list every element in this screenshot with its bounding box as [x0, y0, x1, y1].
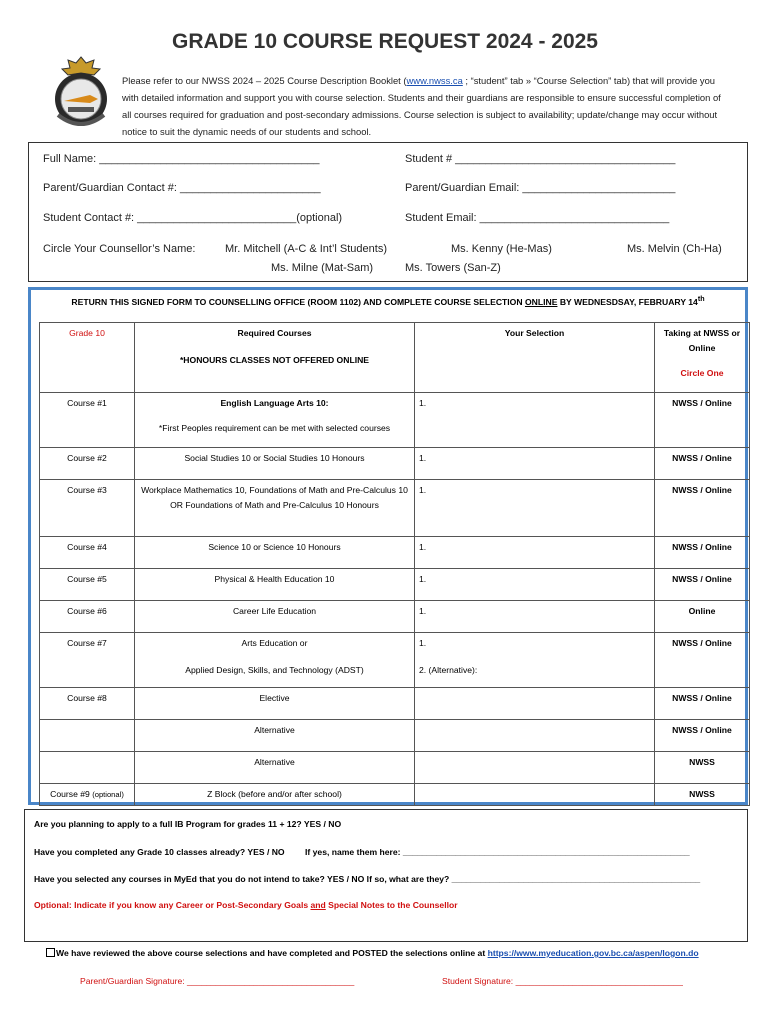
- taking-option[interactable]: NWSS / Online: [655, 448, 750, 480]
- completed-question[interactable]: Have you completed any Grade 10 classes already? YES / NO: [34, 847, 285, 857]
- student-signature-field[interactable]: Student Signature: ___________________________________: [442, 976, 683, 986]
- completed-names-field[interactable]: If yes, name them here: ____________________________________________________________: [305, 847, 690, 857]
- student-info-box: [28, 142, 748, 282]
- intro-paragraph: Please refer to our NWSS 2024 – 2025 Course Description Booklet (www.nwss.ca ; “student” tab » “Course Selection” tab) that will provide you with detailed information and support you with course selection. Students and their guardians are responsible to ensure successful completion of all courses required for graduation and post-secondary admissions. Course selection is subject to availability; update/change may occur without notice to suit the dynamic needs of our students and school.: [122, 75, 721, 137]
- selection-cell[interactable]: 1.: [415, 601, 655, 633]
- table-row: Course #5 Physical & Health Education 10 1. NWSS / Online: [40, 569, 750, 601]
- counsellor-option[interactable]: Ms. Milne (Mat-Sam): [271, 262, 374, 274]
- taking-header: Taking at NWSS or Online Circle One: [655, 323, 750, 393]
- student-email-field[interactable]: Student Email: _______________________________: [405, 212, 670, 224]
- taking-option[interactable]: NWSS / Online: [655, 688, 750, 720]
- page-title: GRADE 10 COURSE REQUEST 2024 - 2025: [172, 30, 598, 53]
- table-row: Course #3 Workplace Mathematics 10, Foundations of Math and Pre-Calculus 10 OR Foundations of Math and Pre-Calculus 10 Honours 1. NWSS / Online: [40, 480, 750, 537]
- guardian-signature-field[interactable]: Parent/Guardian Signature: ___________________________________: [80, 976, 355, 986]
- full-name-field[interactable]: Full Name: ____________________________________: [43, 153, 320, 165]
- table-row: Course #6 Career Life Education 1. Online: [40, 601, 750, 633]
- return-form-heading: RETURN THIS SIGNED FORM TO COUNSELLING OFFICE (ROOM 1102) AND COMPLETE COURSE SELECTION ONLINE BY WEDNESDSAY, FEBRUARY 14th: [71, 295, 705, 307]
- table-row: Course #2 Social Studies 10 or Social Studies 10 Honours 1. NWSS / Online: [40, 448, 750, 480]
- myed-link[interactable]: https://www.myeducation.gov.bc.ca/aspen/logon.do: [487, 948, 699, 958]
- table-row: Alternative NWSS / Online: [40, 720, 750, 752]
- counsellor-option[interactable]: Ms. Melvin (Ch-Ha): [627, 243, 722, 255]
- guardian-contact-field[interactable]: Parent/Guardian Contact #: _______________________: [43, 182, 321, 194]
- selection-cell[interactable]: 1.: [415, 448, 655, 480]
- taking-option[interactable]: NWSS: [655, 752, 750, 784]
- selection-cell[interactable]: [415, 784, 655, 806]
- selection-cell[interactable]: 1.: [415, 480, 655, 537]
- table-row: Course #7 Arts Education or Applied Design, Skills, and Technology (ADST) 1. 2. (Alternative): NWSS / Online: [40, 633, 750, 688]
- table-row: Alternative NWSS: [40, 752, 750, 784]
- taking-option[interactable]: NWSS / Online: [655, 480, 750, 537]
- student-contact-field[interactable]: Student Contact #: __________________________(optional): [43, 212, 343, 224]
- selection-cell[interactable]: 1.: [415, 537, 655, 569]
- taking-option[interactable]: NWSS / Online: [655, 720, 750, 752]
- taking-option[interactable]: NWSS / Online: [655, 569, 750, 601]
- required-courses-header: Required Courses *HONOURS CLASSES NOT OFFERED ONLINE: [135, 323, 415, 393]
- selection-cell[interactable]: [415, 688, 655, 720]
- table-row: Course #8 Elective NWSS / Online: [40, 688, 750, 720]
- school-crest-icon: [50, 55, 112, 129]
- taking-option[interactable]: NWSS / Online: [655, 393, 750, 448]
- selection-cell[interactable]: [415, 720, 655, 752]
- your-selection-header: Your Selection: [415, 323, 655, 393]
- nwss-link[interactable]: www.nwss.ca: [406, 75, 463, 86]
- counsellor-option[interactable]: Ms. Towers (San-Z): [405, 262, 501, 274]
- grade-header: Grade 10: [40, 323, 135, 393]
- course-table: [39, 322, 750, 806]
- table-row: Course #1 English Language Arts 10: *First Peoples requirement can be met with selected courses 1. NWSS / Online: [40, 393, 750, 448]
- counsellor-label: Circle Your Counsellor’s Name:: [43, 243, 196, 255]
- myed-question[interactable]: Have you selected any courses in MyEd that you do not intend to take? YES / NO If so, what are they? ____________________________________________________: [34, 874, 701, 884]
- student-number-field[interactable]: Student # ____________________________________: [405, 153, 676, 165]
- counsellor-option[interactable]: Ms. Kenny (He-Mas): [451, 243, 552, 255]
- optional-goals-prompt[interactable]: Optional: Indicate if you know any Career or Post-Secondary Goals and Special Notes to the Counsellor: [34, 900, 458, 910]
- counsellor-option[interactable]: Mr. Mitchell (A-C & Int’l Students): [225, 243, 387, 255]
- selection-cell[interactable]: 1.: [415, 569, 655, 601]
- taking-option[interactable]: NWSS / Online: [655, 537, 750, 569]
- selection-cell[interactable]: [415, 752, 655, 784]
- questions-box: [24, 809, 748, 942]
- course-selection-box: [28, 287, 748, 805]
- guardian-email-field[interactable]: Parent/Guardian Email: _________________________: [405, 182, 676, 194]
- selection-cell[interactable]: 1.: [415, 393, 655, 448]
- taking-option[interactable]: NWSS: [655, 784, 750, 806]
- confirmation-line: We have reviewed the above course selections and have completed and POSTED the selections online at https://www.myeducation.gov.bc.ca/aspen/logon.do: [46, 948, 699, 958]
- table-row: Course #9 (optional) Z Block (before and/or after school) NWSS: [40, 784, 750, 806]
- ib-question[interactable]: Are you planning to apply to a full IB Program for grades 11 + 12? YES / NO: [34, 819, 342, 829]
- table-row: Course #4 Science 10 or Science 10 Honours 1. NWSS / Online: [40, 537, 750, 569]
- selection-cell[interactable]: 1. 2. (Alternative):: [415, 633, 655, 688]
- table-header-row: [40, 323, 750, 393]
- checkbox-icon[interactable]: [46, 948, 55, 957]
- taking-option[interactable]: Online: [655, 601, 750, 633]
- taking-option[interactable]: NWSS / Online: [655, 633, 750, 688]
